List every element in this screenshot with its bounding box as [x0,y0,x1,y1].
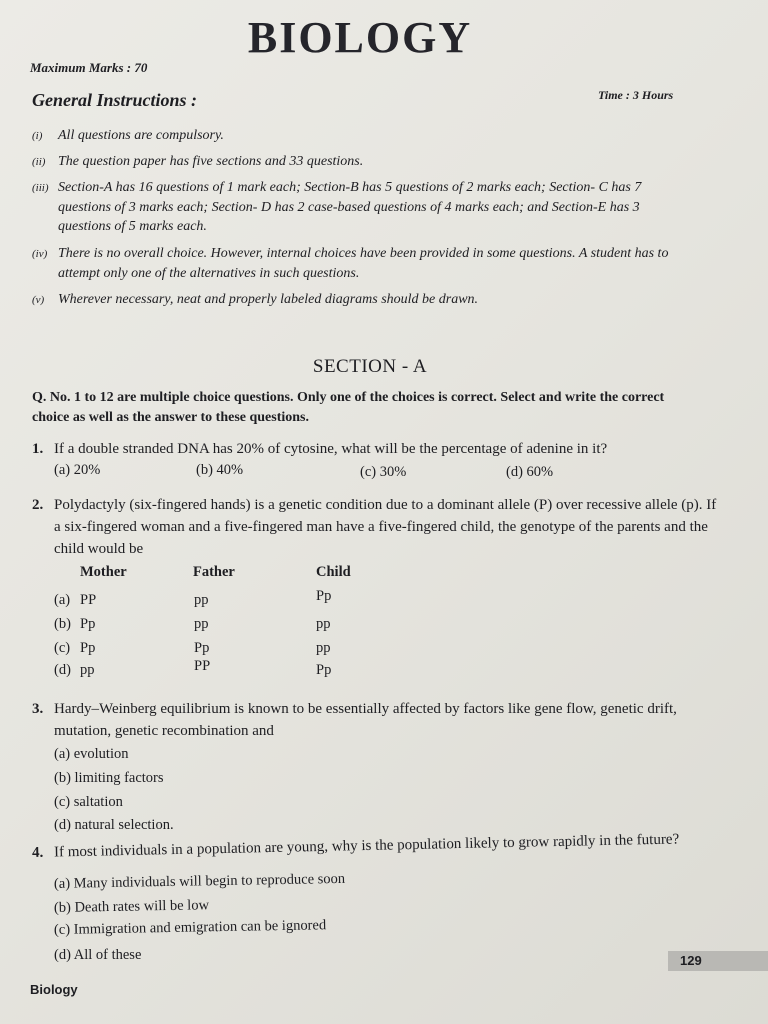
question-1-option-d: (d) 60% [506,464,554,480]
question-3-option-b: (b) limiting factors [54,770,164,786]
footer-subject: Biology [30,982,78,997]
question-1: 1. If a double stranded DNA has 20% of cytosine, what will be the percentage of adenine in it? [32,441,608,457]
section-a-intro: Q. No. 1 to 12 are multiple choice questions. Only one of the choices is correct. Select and write the correct choice as well as the answer to these questions. [32,390,665,425]
max-marks: Maximum Marks : 70 [30,60,148,75]
page-number: 129 [680,953,702,968]
instruction-2: (ii) The question paper has five sections and 33 questions. [32,154,364,169]
question-4-option-c: (c) Immigration and emigration can be ignored [53,917,327,938]
table-header-father: Father [193,564,235,580]
question-3: 3. Hardy–Weinberg equilibrium is known to be essentially affected by factors like gene flow, genetic drift, mutation, genetic recombination and [32,701,677,739]
instruction-1: (i) All questions are compulsory. [32,128,224,143]
question-3-option-d: (d) natural selection. [54,817,174,833]
page-title: BIOLOGY [247,13,473,62]
question-4-option-a: (a) Many individuals will begin to reproduce soon [53,870,346,892]
question-3-option-a: (a) evolution [54,746,129,762]
table-row: (b) Pp pp pp [54,616,331,632]
question-1-option-b: (b) 40% [196,462,244,478]
instruction-3: (iii) Section-A has 16 questions of 1 mark each; Section-B has 5 questions of 2 marks each; Section- C has 7 questions of 3 marks each; Section- D has 2 case-based questions of 4 marks each; and Section-E has 3 questions of 5 marks each. [32,180,642,234]
table-row: (d) pp PP Pp [54,658,332,678]
table-header-child: Child [316,564,351,580]
table-row: (c) Pp Pp pp [54,640,331,656]
question-4: 4. If most individuals in a population are young, why is the population likely to grow rapidly in the future? [31,831,680,861]
general-instructions-heading: General Instructions : [32,90,198,110]
instruction-4: (iv) There is no overall choice. However, internal choices have been provided in some questions. A student has to attempt only one of the alternatives in such questions. [32,246,669,281]
question-3-option-c: (c) saltation [54,794,123,810]
question-2: 2. Polydactyly (six-fingered hands) is a genetic condition due to a dominant allele (P) over recessive allele (p). If a six-fingered woman and a five-fingered man have a five-fingered child, the genotype of the parents and the child would be [32,497,717,557]
question-1-option-c: (c) 30% [360,464,407,480]
question-1-option-a: (a) 20% [54,462,101,478]
instruction-5: (v) Wherever necessary, neat and properly labeled diagrams should be drawn. [32,292,479,307]
question-4-option-d: (d) All of these [54,947,142,963]
section-a-heading: SECTION - A [312,356,428,377]
table-header-mother: Mother [80,564,127,580]
question-4-option-b: (b) Death rates will be low [53,897,210,916]
time-allowed: Time : 3 Hours [598,88,674,102]
table-row: (a) PP pp Pp [54,588,332,608]
